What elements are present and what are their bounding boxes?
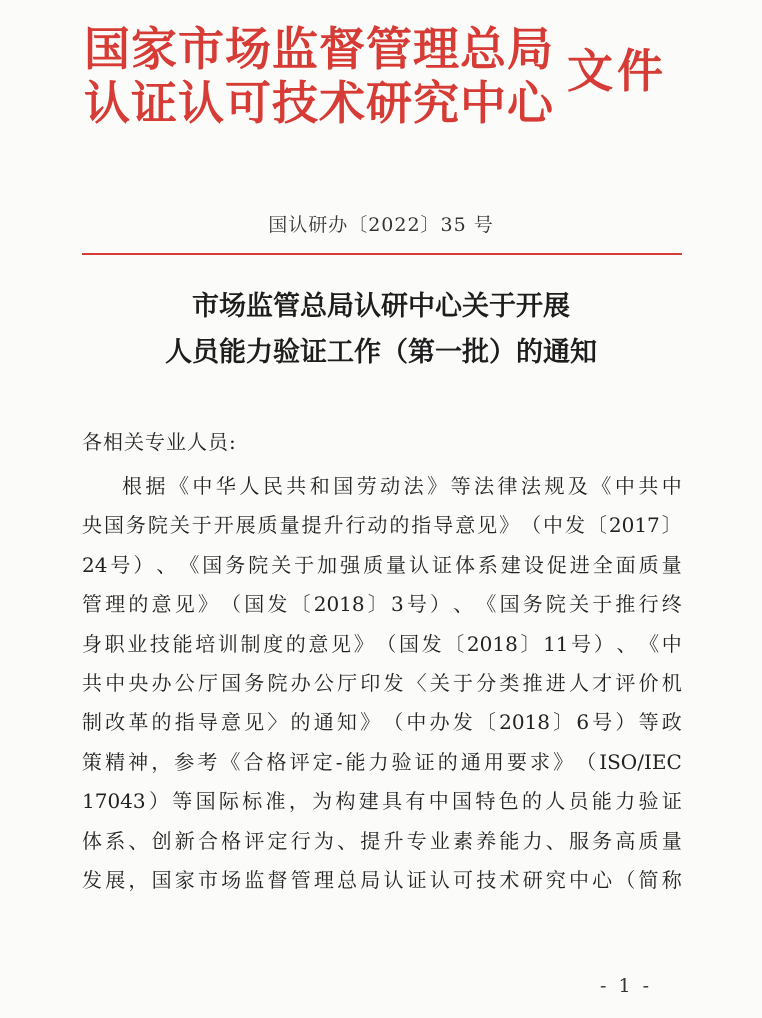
body-line: 24 号 ） 、 《 国 务 院 关 于 加 强 质 量 认 证 体 系 建 设 促 进 全 面 质 量 [82,552,682,577]
red-divider-line [82,253,682,255]
page-number: - 1 - [600,975,653,997]
body-paragraph [82,467,682,900]
document-number: 国认研办〔2022〕35 号 [268,214,494,236]
body-line: 制 改 革 的 指 导 意 见 〉 的 通 知 》 （ 中 办 发 〔 2018 〕 6 号 ） 等 政 [82,710,682,735]
body-line: 管 理 的 意 见 》 （ 国 发 〔 2018 〕 3 号 ） 、 《 国 务 院 关 于 推 行 终 [82,592,682,617]
issuing-authority-line-2: 认证认可技术研究中心 [84,76,554,130]
document-type-label: 文件 [567,44,667,98]
body-line: 17043 ） 等 国 际 标 准 ， 为 构 建 具 有 中 国 特 色 的 人 员 能 力 验 证 [82,789,682,814]
body-line: 身 职 业 技 能 培 训 制 度 的 意 见 》 （ 国 发 〔 2018 〕 11 号 ） 、 《 中 [82,631,682,656]
body-line: 策 精 神 ， 参 考 《 合 格 评 定 - 能 力 验 证 的 通 用 要 求 》 （ ISO/IEC [82,749,682,774]
issuing-authority-line-1: 国家市场监督管理总局 [84,22,554,76]
body-line: 共 中 央 办 公 厅 国 务 院 办 公 厅 印 发 〈 关 于 分 类 推 进 人 才 评 价 机 [82,670,682,695]
salutation: 各相关专业人员: [82,430,237,454]
document-title-line-2: 人员能力验证工作（第一批）的通知 [165,337,597,368]
body-line: 发 展 ， 国 家 市 场 监 督 管 理 总 局 认 证 认 可 技 术 研 究 中 心 （ 简 称 [82,867,682,892]
body-line: 根 据 《 中 华 人 民 共 和 国 劳 动 法 》 等 法 律 法 规 及 《 中 共 中 [122,474,682,498]
issuing-authority [84,22,554,130]
document-title [0,284,762,376]
body-line: 体 系 、 创 新 合 格 评 定 行 为 、 提 升 专 业 素 养 能 力 、 服 务 高 质 量 [82,828,682,853]
body-line: 央 国 务 院 关 于 开 展 质 量 提 升 行 动 的 指 导 意 见 》 （ 中 发 〔 2017 〕 [82,513,682,538]
document-title-line-1: 市场监管总局认研中心关于开展 [192,291,570,322]
